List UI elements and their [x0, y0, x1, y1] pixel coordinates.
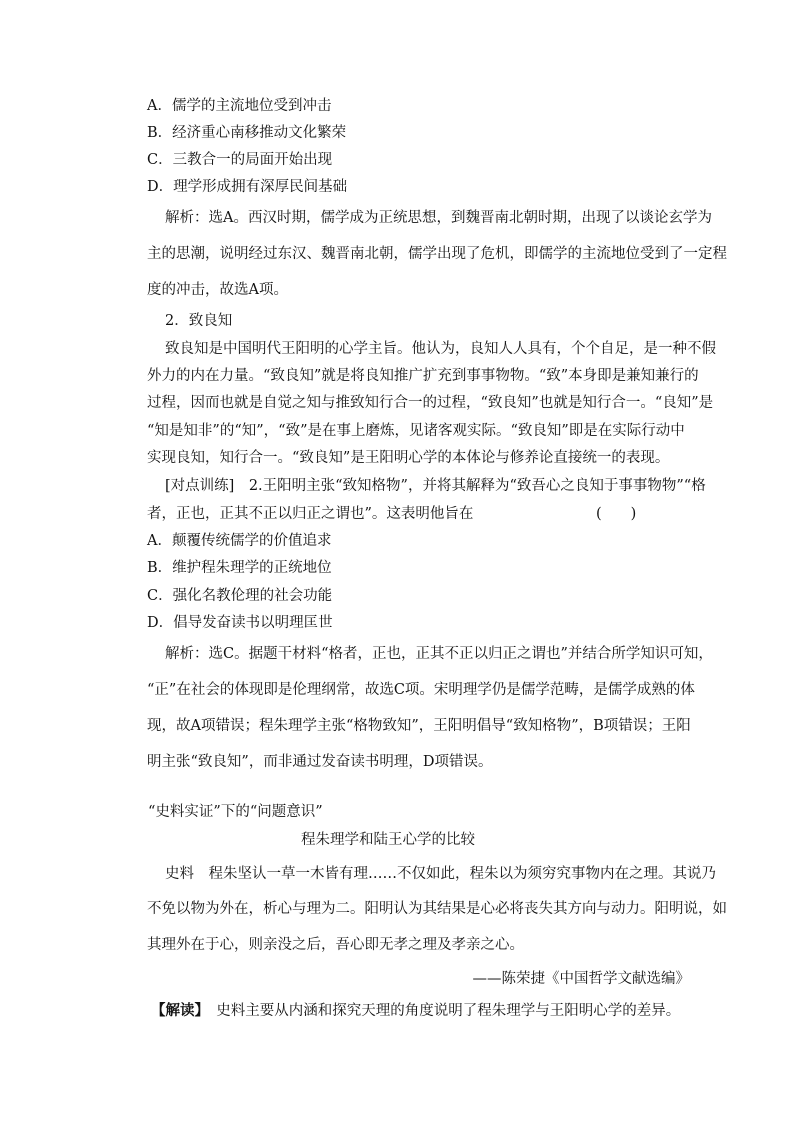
section-paragraph-line: 过程，因而也就是自觉之知与推致知行合一的过程，“致良知”也就是知行合一。“良知”是 — [147, 395, 714, 411]
q2-analysis-line: 解析：选C。据题干材料“格者，正也，正其不正以归正之谓也”并结合所学知识可知， — [165, 646, 713, 662]
q2-option-b: B．维护程朱理学的正统地位 — [147, 560, 332, 576]
q2-analysis-line: 明主张“致良知”，而非通过发奋读书明理，D项错误。 — [147, 754, 493, 770]
q1-option-d: D．理学形成拥有深厚民间基础 — [147, 179, 348, 195]
q1-analysis-line: 解析：选A。西汉时期，儒学成为正统思想，到魏晋南北朝时期，出现了以谈论玄学为 — [165, 210, 712, 226]
q1-option-a: A．儒学的主流地位受到冲击 — [147, 98, 332, 114]
history-subtitle: 程朱理学和陆王心学的比较 — [301, 832, 475, 848]
q1-analysis-line: 主的思潮，说明经过东汉、魏晋南北朝，儒学出现了危机，即儒学的主流地位受到了一定程 — [147, 246, 727, 262]
answer-blank: ( ) — [596, 506, 637, 522]
q2-analysis-line: “正”在社会的体现即是伦理纲常，故选C项。宋明理学仍是儒学范畴，是儒学成熟的体 — [147, 682, 695, 698]
q2-option-d: D．倡导发奋读书以明理匡世 — [147, 615, 333, 631]
q1-option-b: B．经济重心南移推动文化繁荣 — [147, 125, 347, 141]
reading-text: 史料主要从内涵和探究天理的角度说明了程朱理学与王阳明心学的差异。 — [201, 1003, 681, 1019]
q1-analysis-line: 度的冲击，故选A项。 — [147, 282, 288, 298]
q1-option-c: C．三教合一的局面开始出现 — [147, 152, 333, 168]
q2-analysis-line: 现，故A项错误；程朱理学主张“格物致知”，王阳明倡导“致知格物”，B项错误；王阳 — [147, 718, 691, 734]
reading-line — [151, 1001, 680, 1021]
q2-option-c: C．强化名教伦理的社会功能 — [147, 588, 333, 604]
q2-option-a: A．颠覆传统儒学的价值追求 — [147, 533, 332, 549]
section-paragraph-line: 致良知是中国明代王阳明的心学主旨。他认为，良知人人具有，个个自足，是一种不假 — [165, 341, 716, 357]
history-source-line: 其理外在于心，则亲没之后，吾心即无孝之理及孝亲之心。 — [147, 937, 524, 953]
reading-label: 【解读】 — [151, 1002, 202, 1019]
q2-stem-line: 者，正也，正其不正以归正之谓也”。这表明他旨在 — [147, 506, 474, 522]
section-paragraph-line: 外力的内在力量。“致良知”就是将良知推广扩充到事事物物。“致”本身即是兼知兼行的 — [147, 368, 699, 384]
history-citation: ——陈荣捷《中国哲学文献选编》 — [472, 971, 690, 987]
history-source-line: 史料 程朱坚认一草一木皆有理……不仅如此，程朱以为须穷究事物内在之理。其说乃 — [165, 866, 716, 882]
section-paragraph-line: “知是知非”的“知”，“致”是在事上磨炼，见诸客观实际。“致良知”即是在实际行动中 — [147, 423, 685, 439]
section-paragraph-line: 实现良知，知行合一。“致良知”是王阳明心学的本体论与修养论直接统一的表现。 — [147, 450, 670, 466]
history-source-line: 不免以物为外在，析心与理为二。阳明认为其结果是心必将丧失其方向与动力。阳明说，如 — [147, 901, 727, 917]
history-section-title: “史料实证”下的“问题意识” — [148, 804, 323, 820]
q2-stem-line: [对点训练] 2.王阳明主张“致知格物”，并将其解释为“致吾心之良知于事事物物”“格 — [165, 478, 706, 494]
section-heading: 2．致良知 — [165, 313, 233, 329]
